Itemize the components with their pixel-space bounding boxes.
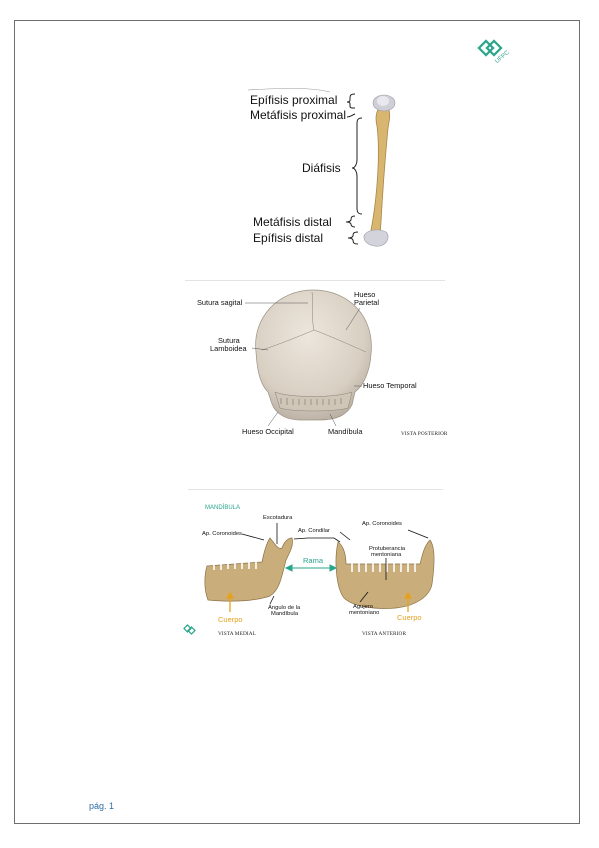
protuberancia-label-2: mentoniana <box>371 552 402 558</box>
metafisis-distal-label: Metáfisis distal <box>253 215 332 229</box>
ap-coronoides-left-label: Ap. Coronoides <box>202 531 242 537</box>
vista-posterior-label: VISTA POSTERIOR <box>401 431 448 437</box>
hueso-parietal-label-2: Parietal <box>354 298 380 307</box>
protuberancia-label-1: Protuberancia <box>369 546 406 552</box>
ap-condilar-label: Ap. Condilar <box>298 528 330 534</box>
cuerpo-right-label: Cuerpo <box>397 613 422 622</box>
sutura-lamboidea-label-1: Sutura <box>218 336 240 345</box>
ap-coronoides-right-label: Ap. Coronoides <box>362 521 402 527</box>
agujero-label-1: Agujero <box>353 604 373 610</box>
hueso-occipital-label: Hueso Occipital <box>242 427 294 436</box>
small-logo-icon <box>184 625 195 634</box>
mandibula-title: MANDÍBULA <box>205 505 241 511</box>
agujero-label-2: mentoniano <box>349 610 380 616</box>
sutura-lamboidea-label-2: Lamboidea <box>210 344 247 353</box>
hueso-temporal-label: Hueso Temporal <box>363 381 417 390</box>
escotadura-label: Escotadura <box>263 515 293 521</box>
epifisis-proximal-label: Epífisis proximal <box>250 93 338 107</box>
logo-text: UFPC <box>494 49 511 65</box>
cuerpo-left-label: Cuerpo <box>218 615 243 624</box>
sutura-sagital-label: Sutura sagital <box>197 298 243 307</box>
angulo-label-1: Ángulo de la <box>268 605 301 611</box>
angulo-label-2: Mandíbula <box>271 611 299 617</box>
epifisis-distal-label: Epífisis distal <box>253 231 324 245</box>
hueso-parietal-label-1: Hueso <box>354 290 376 299</box>
vista-medial-label: VISTA MEDIAL <box>218 631 256 637</box>
diafisis-label: Diáfisis <box>302 161 341 175</box>
rama-label: Rama <box>303 556 324 565</box>
mandibula-label: Mandíbula <box>328 427 363 436</box>
metafisis-proximal-label: Metáfisis proximal <box>250 108 347 122</box>
vista-anterior-label: VISTA ANTERIOR <box>362 631 407 637</box>
page-number: pág. 1 <box>89 801 115 811</box>
